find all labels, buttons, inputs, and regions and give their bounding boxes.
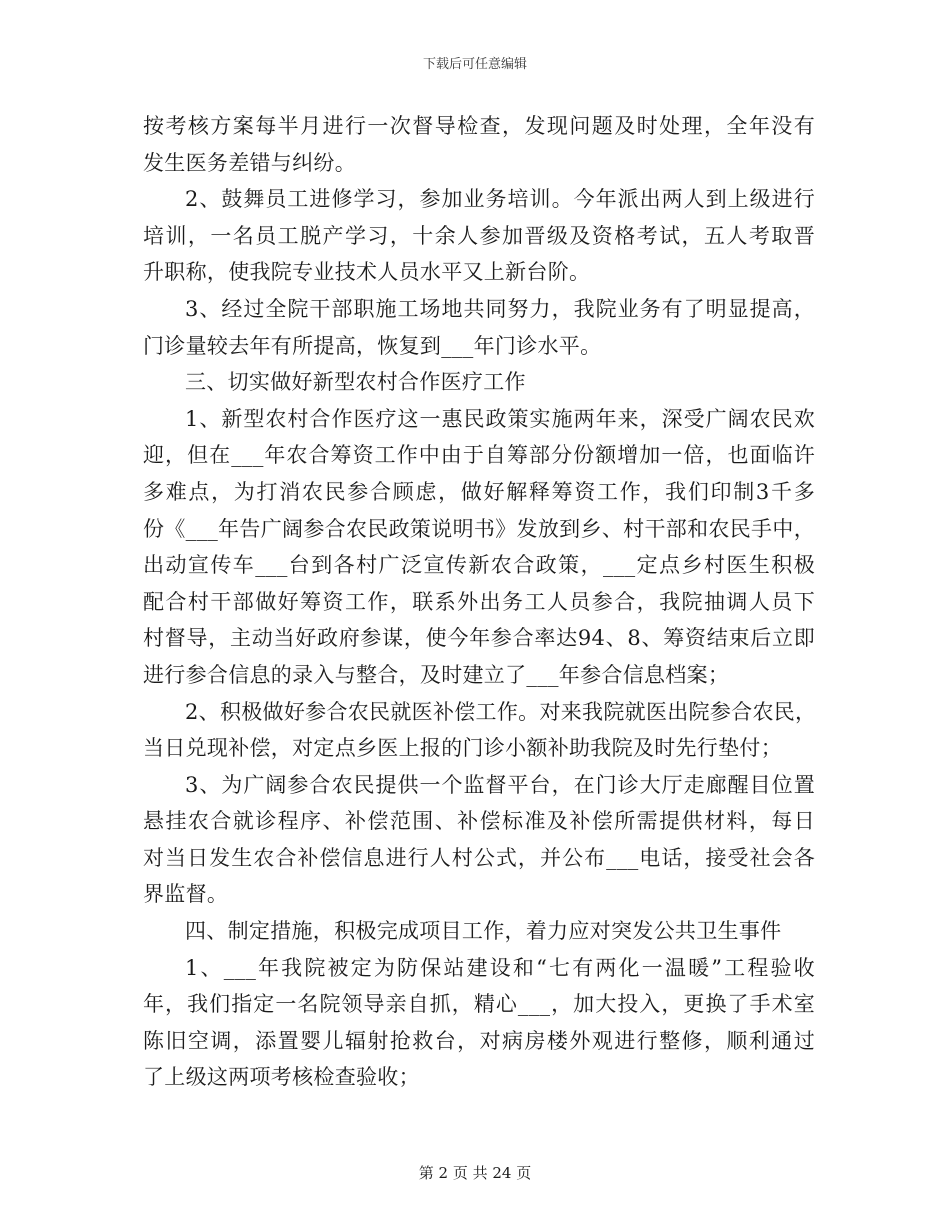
paragraph-line: 培训，一名员工脱产学习，十余人参加晋级及资格考试，五人考取晋 [143, 223, 815, 248]
section-heading: 三、切实做好新型农村合作医疗工作 [185, 370, 526, 395]
paragraph-line: 界监督。 [143, 882, 229, 907]
paragraph-line: 对当日发生农合补偿信息进行人村公式，并公布___电话，接受社会各 [143, 845, 815, 870]
paragraph-line: 陈旧空调，添置婴儿辐射抢救台，对病房楼外观进行整修，顺利通过 [143, 1028, 815, 1053]
paragraph-line: 村督导，主动当好政府参谋，使今年参合率达94、8、筹资结束后立即 [143, 626, 815, 651]
page-number-footer: 第 2 页 共 24 页 [418, 1164, 532, 1182]
paragraph-line: 了上级这两项考核检查验收； [143, 1065, 420, 1090]
paragraph-line: 迎，但在___年农合筹资工作中由于自筹部分份额增加一倍，也面临许 [143, 443, 815, 468]
paragraph-line: 发生医务差错与纠纷。 [143, 150, 356, 175]
paragraph-line: 2、积极做好参合农民就医补偿工作。对来我院就医出院参合农民， [185, 699, 817, 724]
paragraph-line: 1、___年我院被定为防保站建设和“七有两化一温暖”工程验收 [185, 955, 815, 980]
document-body [143, 108, 815, 1096]
page-header: 下载后可任意编辑 [422, 57, 527, 72]
paragraph-line: 门诊量较去年有所提高，恢复到___年门诊水平。 [143, 333, 602, 358]
paragraph-line: 3、为广阔参合农民提供一个监督平台，在门诊大厅走廊醒目位置 [185, 772, 815, 797]
paragraph-line: 当日兑现补偿，对定点乡医上报的门诊小额补助我院及时先行垫付； [143, 736, 782, 761]
paragraph-line: 1、新型农村合作医疗这一惠民政策实施两年来，深受广阔农民欢 [185, 406, 815, 431]
paragraph-line: 按考核方案每半月进行一次督导检查，发现问题及时处理，全年没有 [143, 114, 815, 138]
paragraph-line: 年，我们指定一名院领导亲自抓，精心___，加大投入，更换了手术室 [143, 992, 815, 1017]
paragraph-line: 悬挂农合就诊程序、补偿范围、补偿标准及补偿所需提供材料，每日 [143, 809, 815, 834]
paragraph-line: 3、经过全院干部职施工场地共同努力，我院业务有了明显提高， [185, 296, 815, 321]
paragraph-line: 进行参合信息的录入与整合，及时建立了___年参合信息档案； [143, 662, 730, 687]
paragraph-line: 出动宣传车___台到各村广泛宣传新农合政策，___定点乡村医生积极 [143, 553, 815, 578]
paragraph-line: 份《___年告广阔参合农民政策说明书》发放到乡、村干部和农民手中， [143, 516, 815, 541]
paragraph-line: 升职称，使我院专业技术人员水平又上新台阶。 [143, 260, 591, 285]
paragraph-line: 2、鼓舞员工进修学习，参加业务培训。今年派出两人到上级进行 [185, 187, 815, 212]
section-heading: 四、制定措施，积极完成项目工作，着力应对突发公共卫生事件 [185, 919, 782, 944]
paragraph-line: 配合村干部做好筹资工作，联系外出务工人员参合，我院抽调人员下 [143, 589, 815, 614]
paragraph-line: 多难点，为打消农民参合顾虑，做好解释筹资工作，我们印制3千多 [143, 479, 815, 504]
